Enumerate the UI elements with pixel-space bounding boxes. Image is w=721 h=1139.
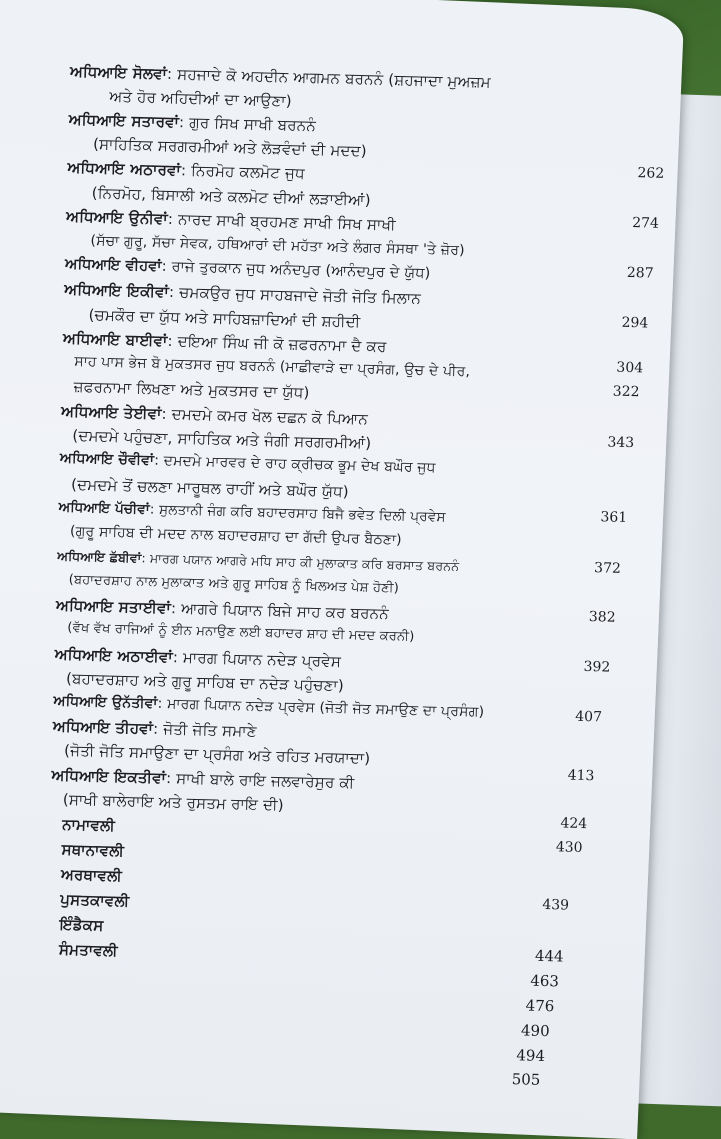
toc-entry-subtitle: ਸਾਹ ਪਾਸ ਭੇਜ ਬੋ ਮੁਕਤਸਰ ਜੁਧ ਬਰਨਨੰ (ਮਾਛੀਵਾੜੇ ਦਾ ਪ੍ਰਸੰਗ, ਉਚ ਦੇ ਪੀਰ,: [74, 353, 471, 380]
page-number: 430: [555, 839, 583, 856]
toc-entry-title: ਅਧਿਆਇ ਵੀਹਵਾਂ: ਰਾਜੇ ਤੁਰਕਾਨ ਜੁਧ ਅਨੰਦਪੁਰ (ਆਨੰਦਪੁਰ ਦੇ ਯੁੱਧ): [64, 256, 431, 282]
toc-entry-title: ਅਧਿਆਇ ਪੱਚੀਵਾਂ: ਸੁਲਤਾਨੀ ਜੰਗ ਕਰਿ ਬਹਾਦਰਸਾਹ ਬਿਜੈ ਭਵੇਤ ਦਿਲੀ ਪ੍ਰਵੇਸ: [58, 499, 446, 526]
toc-entry-title: ਅਧਿਆਇ ਸਤਾਰਵਾਂ: ਗੁਰ ਸਿਖ ਸਾਖੀ ਬਰਨਨੰ: [68, 110, 317, 135]
toc-entry-title: ਅਧਿਆਇ ਉਨੀਵਾਂ: ਨਾਰਦ ਸਾਖੀ ਬ੍ਰਹਮਣ ਸਾਖੀ ਸਿਖ ਸਾਖੀ: [65, 207, 396, 234]
toc-entry-subtitle: (ਬਹਾਦਰਸ਼ਾਹ ਅਤੇ ਗੁਰੂ ਸਾਹਿਬ ਦਾ ਨਦੇੜ ਪਹੁੰਚਣਾ): [65, 669, 345, 695]
toc-entry-title: ਅਧਿਆਇ ਬਾਈਵਾਂ: ਦਇਆ ਸਿੰਘ ਜੀ ਕੋ ਜ਼ਫਰਨਾਮਾ ਦੈ ਕਰ: [62, 329, 387, 356]
page-number: 490: [520, 1021, 550, 1041]
toc-entry-subtitle: ਜ਼ਫਰਨਾਮਾ ਲਿਖਣਾ ਅਤੇ ਮੁਕਤਸਰ ਦਾ ਯੁੱਧ): [73, 377, 310, 402]
toc-endmatter-item: ਸਥਾਨਾਵਲੀ: [61, 840, 125, 860]
toc-entry-subtitle: (ਗੁਰੂ ਸਾਹਿਬ ਦੀ ਮਦਦ ਨਾਲ ਬਹਾਦਰਸ਼ਾਹ ਦਾ ਗੱਦੀ ਉਪਰ ਬੈਠਣਾ): [69, 523, 403, 549]
toc-entry-subtitle: (ਨਿਰਮੋਹ, ਬਿਸਾਲੀ ਅਤੇ ਕਲਮੋਟ ਦੀਆਂ ਲੜਾਈਆਂ): [91, 183, 372, 210]
page-number: 382: [588, 609, 616, 626]
page-number: 361: [600, 509, 628, 526]
toc-entry-title: ਅਧਿਆਇ ਤੇਈਵਾਂ: ਦਮਦਮੇ ਕਮਰ ਖੋਲ ਦਛਨ ਕੋ ਪਿਆਨ: [60, 402, 369, 429]
toc-entry-subtitle: (ਵੱਖ ਵੱਖ ਰਾਜਿਆਂ ਨੂੰ ਈਨ ਮਨਾਉਣ ਲਈ ਬਹਾਦਰ ਸ਼ਾਹ ਦੀ ਮਦਦ ਕਰਨੀ): [67, 620, 415, 645]
toc-entry-subtitle: (ਦਮਦਮੇ ਪਹੁੰਚਣਾ, ਸਾਹਿਤਿਕ ਅਤੇ ਜੰਗੀ ਸਰਗਰਮੀਆਂ): [72, 426, 372, 453]
page-number: 444: [534, 946, 564, 966]
toc-entry-title: ਅਧਿਆਇ ਇਕੀਵਾਂ: ਚਮਕਉਰ ਜੁਧ ਸਾਹਬਜਾਦੇ ਜੋਤੀ ਜੋਤਿ ਮਿਲਾਨ: [64, 280, 422, 308]
page-number: 287: [626, 264, 654, 282]
toc-entry-subtitle: (ਦਮਦਮੇ ਤੋਂ ਚਲਣਾ ਮਾਰੂਥਲ ਰਾਹੀਂ ਅਤੇ ਬਘੌਰ ਯੁੱਧ): [70, 475, 350, 501]
toc-endmatter-item: ਸੰਮਤਾਵਲੀ: [58, 940, 118, 960]
toc-endmatter-item: ਇੰਡੈਕਸ: [59, 915, 104, 935]
page-number: 372: [593, 560, 622, 577]
toc-entry-subtitle: (ਸਾਹਿਤਿਕ ਸਰਗਰਮੀਆਂ ਅਤੇ ਲੋੜਵੰਦਾਂ ਦੀ ਮਦਦ): [92, 134, 368, 161]
toc-entry-title: ਅਧਿਆਇ ਉਨੱਤੀਵਾਂ: ਮਾਰਗ ਪਿਯਾਨ ਨਦੇੜ ਪ੍ਰਵੇਸ (ਜੋਤੀ ਜੋਤ ਸਮਾਉਣ ਦਾ ਪ੍ਰਸੰਗ): [53, 693, 485, 721]
page-number: 304: [616, 359, 644, 377]
toc-entry-title: ਅਧਿਆਇ ਅਠਾਰਵਾਂ: ਨਿਰਮੋਹ ਕਲਮੋਟ ਜੁਧ: [67, 158, 306, 183]
page-number: 322: [612, 383, 640, 401]
page-number: 463: [530, 971, 560, 991]
toc-endmatter-item: ਪੁਸਤਕਾਵਲੀ: [60, 890, 130, 911]
page-number: 407: [575, 708, 603, 726]
toc-entry-subtitle: ਅਤੇ ਹੋਰ ਅਹਿਦੀਆਂ ਦਾ ਆਉਣਾ): [109, 87, 293, 111]
toc-entry-subtitle: (ਜੋਤੀ ਜੋਤਿ ਸਮਾਉਣਾ ਦਾ ਪ੍ਰਸੰਗ ਅਤੇ ਰਹਿਤ ਮਰਯਾਦਾ): [63, 741, 371, 768]
page-number: 413: [567, 767, 595, 785]
toc-entry-subtitle: (ਚਮਕੌਰ ਦਾ ਯੁੱਧ ਅਤੇ ਸਾਹਿਬਜ਼ਾਦਿਆਂ ਦੀ ਸ਼ਹੀਦੀ: [88, 305, 361, 331]
toc-entry-title: ਅਧਿਆਇ ਛੱਬੀਵਾਂ: ਮਾਰਗ ਪਯਾਨ ਆਗਰੇ ਮਧਿ ਸਾਹ ਕੀ ਮੁਲਾਕਾਤ ਕਰਿ ਬਰਸਾਤ ਬਰਨਨੰ: [57, 548, 460, 574]
page-number: 494: [516, 1046, 546, 1066]
page-number: 343: [607, 434, 635, 452]
toc-endmatter-item: ਅਰਥਾਵਲੀ: [60, 865, 123, 885]
toc-entry-subtitle: (ਬਹਾਦਰਸ਼ਾਹ ਨਾਲ ਮੁਲਾਕਾਤ ਅਤੇ ਗੁਰੂ ਸਾਹਿਬ ਨੂੰ ਖਿਲਅਤ ਪੇਸ਼ ਹੋਣੀ): [68, 572, 400, 597]
page-number: 424: [560, 815, 588, 833]
toc-entry-title: ਅਧਿਆਇ ਅਠਾਈਵਾਂ: ਮਾਰਗ ਪਿਯਾਨ ਨਦੇੜ ਪ੍ਰਵੇਸ: [54, 645, 342, 671]
page-number: 392: [583, 658, 611, 676]
page-number: 439: [542, 896, 570, 914]
toc-entry-title: ਅਧਿਆਇ ਇਕਤੀਵਾਂ: ਸਾਖੀ ਬਾਲੇ ਰਾਇ ਜਲਵਾਰੇਸੁਰ ਕੀ: [51, 766, 355, 792]
page-number: 294: [621, 314, 649, 332]
toc-entry-title: ਅਧਿਆਇ ਤੀਹਵਾਂ: ਜੋਤੀ ਜੋਤਿ ਸਮਾਣੇ: [52, 717, 257, 741]
toc-entry-title: ਅਧਿਆਇ ਸਤਾਈਵਾਂ: ਆਗਰੇ ਪਿਯਾਨ ਬਿਜੇ ਸਾਹ ਕਰ ਬਰਨਨੰ: [55, 596, 390, 623]
toc-entry-subtitle: (ਸੱਚਾ ਗੁਰੂ, ਸੱਚਾ ਸੇਵਕ, ਹਥਿਆਰਾਂ ਦੀ ਮਹੱਤਾ ਅਤੇ ਲੰਗਰ ਸੰਸਥਾ 'ਤੇ ਜ਼ੋਰ): [90, 232, 465, 259]
toc-entry-subtitle: (ਸਾਖੀ ਬਾਲੇਰਾਇ ਅਤੇ ਰੁਸਤਮ ਰਾਇ ਦੀ): [62, 790, 285, 815]
page-number: 505: [511, 1070, 541, 1089]
toc-entry-title: ਅਧਿਆਇ ਸੋਲਵਾਂ: ਸਹਜਾਦੇ ਕੋ ਅਹਦੀਨ ਆਗਮਨ ਬਰਨਨੰ (ਸ਼ਹਜਾਦਾ ਮੁਅਜ਼ਮ: [69, 62, 491, 92]
toc-endmatter-item: ਨਾਮਾਵਲੀ: [62, 815, 116, 835]
page-number: 274: [631, 215, 660, 232]
page-number: 262: [637, 165, 665, 182]
page-number: 476: [525, 996, 555, 1016]
toc-entry-title: ਅਧਿਆਇ ਚੌਵੀਵਾਂ: ਦਮਦਮੇ ਮਾਰਵਰ ਦੇ ਰਾਹ ਕ੍ਰੀਚਕ ਭੂਮ ਦੇਖ ਬਘੌਰ ਜੁਧ: [59, 450, 436, 476]
